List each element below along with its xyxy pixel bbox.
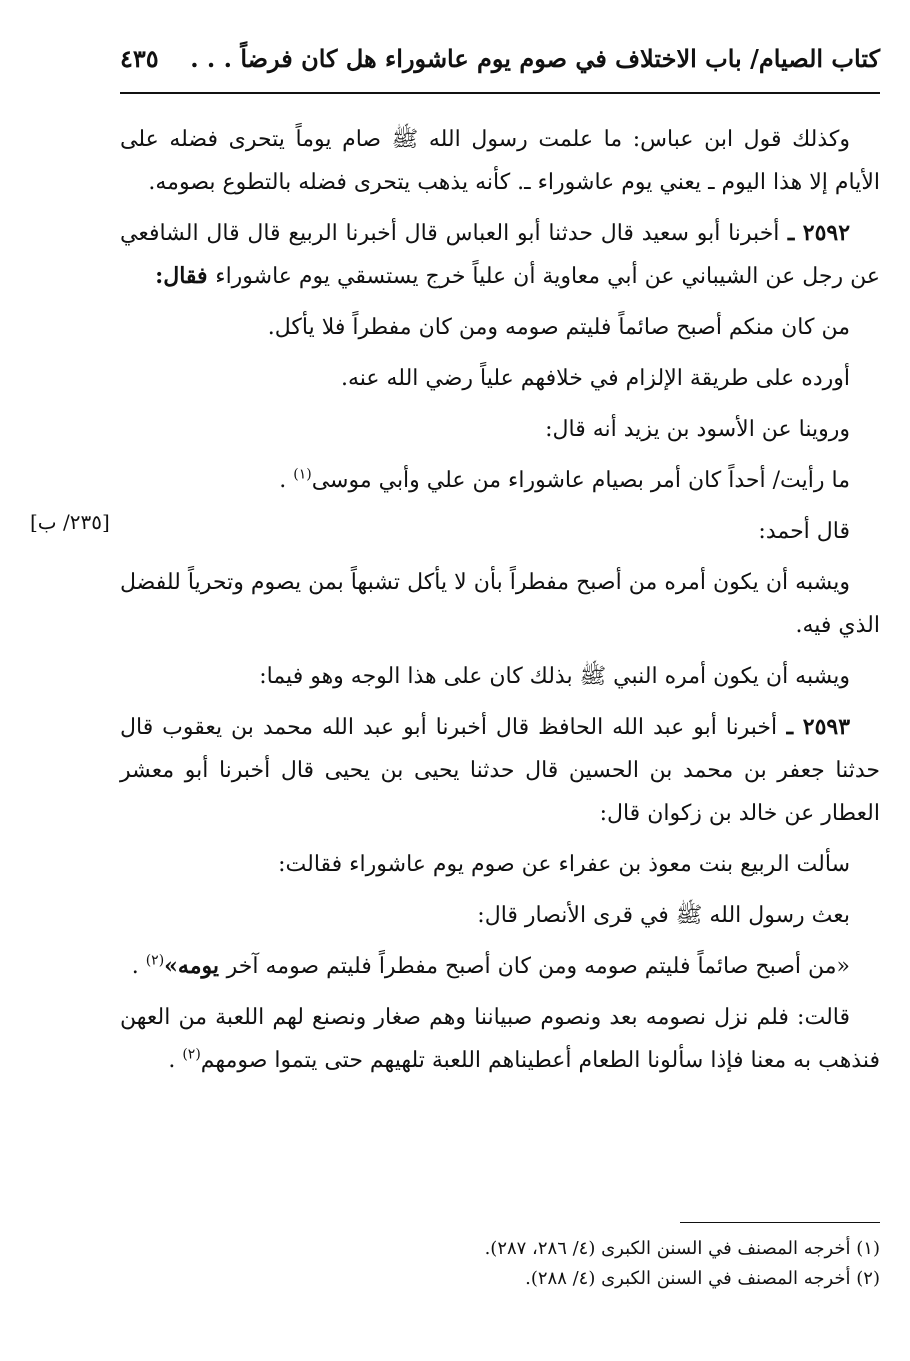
hadith-number: ٢٥٩٢ ـ bbox=[779, 220, 851, 246]
paragraph bbox=[120, 996, 880, 1082]
paragraph bbox=[120, 706, 880, 835]
paragraph-text: أخبرنا أبو عبد الله الحافظ قال أخبرنا أبو عبد الله محمد بن يعقوب قال حدثنا جعفر بن محمد بن الحسين قال حدثنا يحيى بن يحيى قال أخبرنا أبو معشر العطار عن خالد بن زكوان قال: bbox=[120, 715, 880, 826]
paragraph bbox=[120, 843, 880, 886]
paragraph-text: قال أحمد: bbox=[758, 519, 850, 544]
paragraph-text: أخبرنا أبو سعيد قال حدثنا أبو العباس قال أخبرنا الربيع قال قال الشافعي عن رجل عن الشيباني عن أبي معاوية أن علياً خرج يستسقي يوم عاشوراء bbox=[120, 221, 880, 289]
paragraph bbox=[120, 408, 880, 451]
paragraph-text: وكذلك قول ابن عباس: ما علمت رسول الله ﷺ صام يوماً يتحرى فضله على الأيام إلا هذا اليوم ـ يعني يوم عاشوراء ـ. كأنه يذهب يتحرى فضله بالتطوع بصومه. bbox=[120, 127, 880, 195]
paragraph-text: وروينا عن الأسود بن يزيد أنه قال: bbox=[545, 417, 850, 442]
paragraph bbox=[120, 510, 880, 553]
paragraph-text: سألت الربيع بنت معوذ بن عفراء عن صوم يوم عاشوراء فقالت: bbox=[278, 852, 850, 877]
footnote-ref[interactable]: (٢) bbox=[145, 952, 165, 969]
header-title: كتاب الصيام/ باب الاختلاف في صوم يوم عاشوراء هل كان فرضاً . . . bbox=[190, 44, 880, 73]
paragraph bbox=[120, 655, 880, 698]
paragraph-text: بعث رسول الله ﷺ في قرى الأنصار قال: bbox=[477, 903, 850, 928]
paragraph-text: ويشبه أن يكون أمره النبي ﷺ بذلك كان على هذا الوجه وهو فيما: bbox=[259, 664, 850, 689]
paragraph-end: . bbox=[168, 1048, 183, 1073]
paragraph-text: أورده على طريقة الإلزام في خلافهم علياً رضي الله عنه. bbox=[340, 366, 850, 391]
footnote-1: (١) أخرجه المصنف في السنن الكبرى (٤/ ٢٨٦، ٢٨٧). bbox=[484, 1238, 880, 1259]
paragraph bbox=[120, 894, 880, 937]
footnote-2: (٢) أخرجه المصنف في السنن الكبرى (٤/ ٢٨٨). bbox=[525, 1268, 880, 1289]
footnote-rule bbox=[680, 1222, 880, 1223]
header-rule bbox=[120, 92, 880, 94]
bold-tail: فقال: bbox=[155, 263, 216, 289]
paragraph bbox=[120, 118, 880, 204]
footnotes bbox=[120, 1234, 880, 1294]
main-text bbox=[120, 118, 880, 1090]
paragraph-text: قالت: فلم نزل نصومه بعد ونصوم صبياننا وهم صغار ونصنع لهم اللعبة من العهن فنذهب به معنا فإذا سألونا الطعام أعطيناهم اللعبة تلهيهم حتى يتموا صومهم bbox=[120, 1005, 880, 1073]
paragraph-text: ما رأيت/ أحداً كان أمر بصيام عاشوراء من علي وأبي موسى bbox=[311, 468, 850, 493]
paragraph bbox=[120, 459, 880, 502]
paragraph-text: من كان منكم أصبح صائماً فليتم صومه ومن كان مفطراً فلا يأكل. bbox=[267, 315, 850, 340]
paragraph bbox=[120, 212, 880, 298]
paragraph bbox=[120, 945, 880, 988]
margin-folio-note: [٢٣٥/ ب] bbox=[30, 510, 110, 534]
footnote-ref[interactable]: (١) bbox=[293, 466, 312, 483]
paragraph-end: . bbox=[131, 954, 146, 979]
paragraph-text: ويشبه أن يكون أمره من أصبح مفطراً بأن لا يأكل تشبهاً بمن يصوم وتحرياً للفضل الذي فيه. bbox=[120, 570, 880, 638]
paragraph-end: . bbox=[279, 468, 294, 493]
paragraph-text: «من أصبح صائماً فليتم صومه ومن كان أصبح مفطراً فليتم صومه آخر bbox=[226, 954, 850, 979]
paragraph bbox=[120, 357, 880, 400]
paragraph bbox=[120, 561, 880, 647]
hadith-number: ٢٥٩٣ ـ bbox=[777, 714, 851, 740]
running-header bbox=[120, 38, 880, 88]
bold-tail: يومه» bbox=[164, 953, 227, 979]
paragraph bbox=[120, 306, 880, 349]
page-number: ٤٣٥ bbox=[120, 44, 159, 73]
footnote-ref[interactable]: (٢) bbox=[182, 1046, 201, 1063]
